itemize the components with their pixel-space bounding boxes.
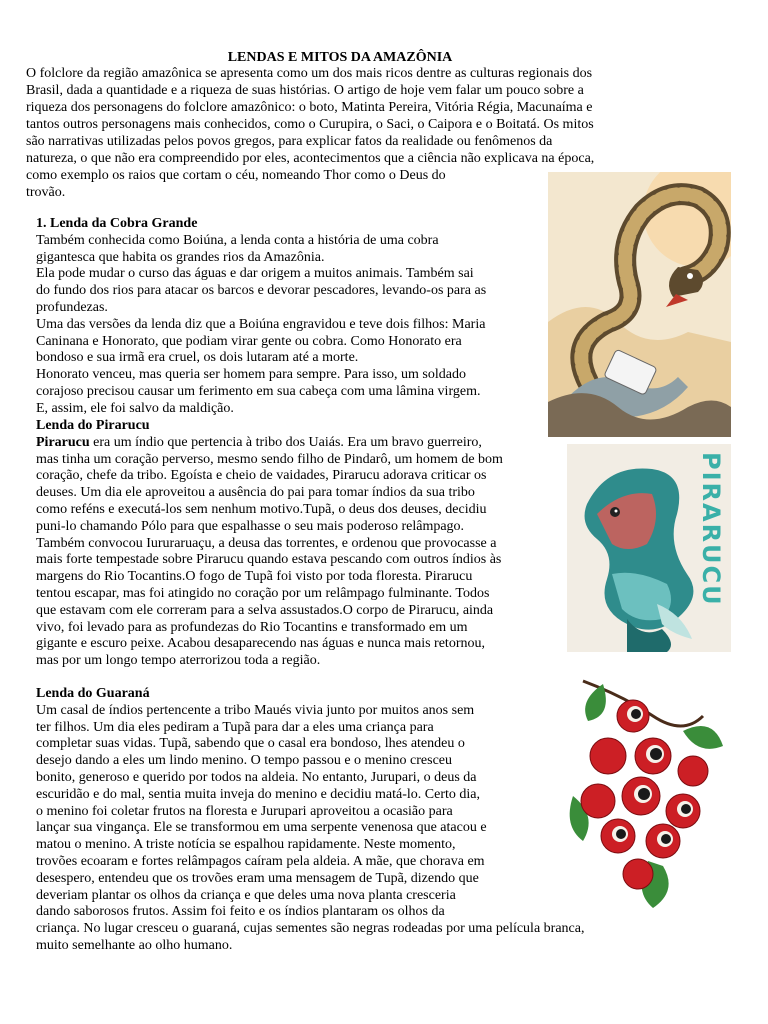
section-line: do fundo dos rios para atacar os barcos e devorar pescadores, levando-os para as	[36, 283, 487, 299]
section-line: Honorato venceu, mas queria ser homem para sempre. Para isso, um soldado	[36, 367, 466, 383]
intro-line: Brasil, dada a quantidade e a riqueza de suas histórias. O artigo de hoje vem falar um pouco sobre a	[26, 83, 584, 98]
section-line: vivo, foi levado para as profundezas do Rio Tocantins e transformado em um	[36, 619, 468, 635]
pirarucu-illustration	[567, 444, 731, 652]
intro-line: como exemplo os raios que cortam o céu, nomeando Thor como o Deus do	[26, 168, 446, 183]
intro-line: O folclore da região amazônica se apresenta como um dos mais ricos dentre as culturas regionais dos	[26, 66, 593, 81]
section-line: gigante e escuro peixe. Acabou desaparecendo nas águas e nunca mais retornou,	[36, 636, 485, 652]
section-line: Um casal de índios pertencente a tribo Maués vivia junto por muitos anos sem	[36, 702, 475, 718]
section-line: mas por um longo tempo aterrorizou toda a região.	[36, 653, 321, 669]
section-guarana	[36, 686, 646, 955]
cobra-grande-illustration	[548, 172, 731, 437]
section-line: muito semelhante ao olho humano.	[36, 937, 233, 953]
section-line: corajoso precisou causar um ferimento em sua cabeça com uma lâmina virgem.	[36, 383, 481, 399]
section-line: deuses. Um dia ele aproveitou a ausência do pai para tomar índios da sua tribo	[36, 485, 475, 501]
section-line: bondoso e sua irmã era cruel, os dois lutaram até a morte.	[36, 350, 359, 366]
section-line: desespero, entendeu que os trovões eram uma mensagem de Tupã, dizendo que	[36, 870, 479, 886]
section-line: profundezas.	[36, 299, 108, 315]
section-line: Ela pode mudar o curso das águas e dar origem a muitos animais. Também sai	[36, 266, 474, 282]
section-line: como reféns e executá-los sem nenhum motivo.Tupã, o deus dos deuses, decidiu	[36, 501, 487, 517]
section-line: Também convocou Iururaruaçu, a deusa das torrentes, e ordenou que provocasse a	[36, 535, 497, 551]
intro-line: natureza, o que não era compreendido por eles, acontecimentos que a ciência não explicava na época,	[26, 151, 595, 166]
intro-line: tantos outros personagens mais conhecidos, como o Curupira, o Saci, o Caipora e o Boitatá. Os mitos	[26, 117, 594, 132]
lead-bold-word: Pirarucu	[36, 434, 90, 450]
section-line: tentou escapar, mas foi atingido no coração por um relâmpago fulminante. Todos	[36, 585, 490, 601]
guarana-fruit-illustration	[563, 676, 727, 912]
section-line: criança. No lugar cresceu o guaraná, cujas sementes são negras rodeadas por uma película branca,	[36, 921, 585, 937]
section-line: desejo dando a eles um lindo menino. O tempo passou e o menino cresceu	[36, 753, 453, 769]
section-line: Uma das versões da lenda diz que a Boiúna engravidou e teve dois filhos: Maria	[36, 316, 486, 332]
section-line: Caninana e Honorato, que podiam virar gente ou cobra. Como Honorato era	[36, 333, 462, 349]
section-heading: Lenda do Guaraná	[36, 686, 150, 701]
section-line: bonito, generoso e querido por todos na aldeia. No entanto, Jurupari, o deus da	[36, 769, 477, 785]
section-pirarucu	[36, 418, 556, 670]
section-line: escuridão e do mal, sentia muita inveja do menino e decidiu matá-lo. Certo dia,	[36, 786, 480, 802]
section-line: completar suas vidas. Tupã, sabendo que o casal era bondoso, lhes atendeu o	[36, 736, 465, 752]
section-line: que estavam com ele correram para a selva assustados.O corpo de Pirarucu, ainda	[36, 602, 494, 618]
section-line: puni-lo chamando Pólo para que espalhasse o seu mais poderoso relâmpago.	[36, 518, 465, 534]
section-line: mais forte tempestade sobre Pirarucu quando estava pescando com outros índios às	[36, 552, 502, 568]
intro-line: trovão.	[26, 185, 66, 200]
section-line: gigantesca que habita os grandes rios da Amazônia.	[36, 249, 325, 265]
pirarucu-caption: PIRARUCU	[697, 452, 725, 607]
section-heading: 1. Lenda da Cobra Grande	[36, 216, 198, 231]
section-line: matou o menino. A triste notícia se espalhou rapidamente. Neste momento,	[36, 837, 456, 853]
intro-line: riqueza dos personagens do folclore amazônico: o boto, Matinta Pereira, Vitória Régia, Macunaíma e	[26, 100, 593, 115]
section-line: ter filhos. Um dia eles pediram a Tupã para dar a eles uma criança para	[36, 719, 434, 735]
lead-line-rest: era um índio que pertencia à tribo dos Uaiás. Era um bravo guerreiro,	[89, 434, 482, 450]
section-heading: Lenda do Pirarucu	[36, 418, 150, 433]
section-line	[36, 435, 556, 452]
section-line: dando saborosos frutos. Assim foi feito e os índios plantaram os olhos da	[36, 904, 445, 920]
section-line: lançar sua vingança. Ele se transformou em uma serpente venenosa que atacou e	[36, 820, 487, 836]
section-line: deveriam plantar os olhos da criança e que deles uma nova planta cresceria	[36, 887, 456, 903]
page-title: LENDAS E MITOS DA AMAZÔNIA	[227, 50, 453, 65]
section-line: E, assim, ele foi salvo da maldição.	[36, 400, 234, 416]
intro-line: são narrativas utilizadas pelos povos gregos, para explicar fatos da realidade ou fenômenos da	[26, 134, 553, 149]
section-line: mas tinha um coração perverso, mesmo sendo filho de Pindarô, um homem de bom	[36, 451, 503, 467]
section-cobra-grande	[36, 216, 556, 418]
section-line: coração, chefe da tribo. Egoísta e cheio de vaidades, Pirarucu adorava criticar os	[36, 468, 487, 484]
section-line: margens do Rio Tocantins.O fogo de Tupã foi visto por toda floresta. Pirarucu	[36, 569, 473, 585]
section-line: Também conhecida como Boiúna, a lenda conta a história de uma cobra	[36, 232, 439, 248]
section-line: trovões ecoaram e fortes relâmpagos caíram pela aldeia. A mãe, que chorava em	[36, 853, 485, 869]
section-line: o menino foi coletar frutos na floresta e Jurupari aproveitou a ocasião para	[36, 803, 453, 819]
